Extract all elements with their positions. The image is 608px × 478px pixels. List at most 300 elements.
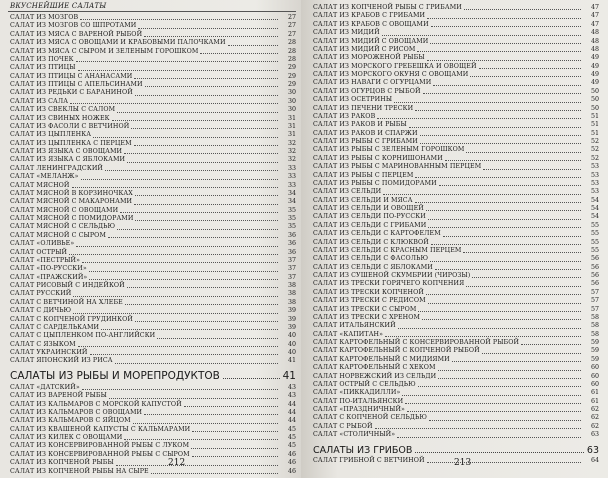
toc-entry (10, 357, 296, 365)
toc-entry (10, 240, 296, 248)
toc-entry (313, 138, 599, 146)
dot-leader (105, 170, 278, 171)
toc-entry-title: САЛАТ «ОЛИВЬЕ» (10, 240, 75, 248)
toc-entry (313, 21, 599, 29)
toc-entry-page: 31 (287, 114, 296, 122)
dot-leader (133, 423, 278, 424)
toc-entry (10, 409, 296, 417)
toc-list-right (313, 4, 599, 465)
toc-entry (10, 451, 296, 459)
toc-entry-title: САЛАТ МЯСНОЙ С ПОМИДОРАМИ (10, 215, 134, 222)
toc-entry (313, 230, 599, 238)
dot-leader (438, 378, 581, 379)
toc-entry (10, 56, 296, 64)
toc-entry (313, 71, 599, 79)
dot-leader (184, 406, 278, 407)
toc-entry-page: 48 (590, 29, 599, 37)
toc-entry (313, 381, 599, 389)
toc-entry-title: САЛАТ ИЗ ОСЕТРИНЫ (313, 96, 393, 104)
toc-entry-page: 47 (590, 20, 599, 28)
toc-entry (10, 223, 296, 231)
toc-entry-page: 29 (287, 81, 296, 88)
toc-entry (10, 156, 296, 164)
toc-entry-page: 52 (590, 154, 599, 162)
toc-entry-page: 56 (590, 272, 599, 279)
dot-leader (76, 246, 278, 247)
toc-entry (10, 459, 296, 467)
toc-entry-title: САЛАТ «КАПИТАН» (313, 330, 384, 338)
toc-entry-title: САЛАТ КАРТОФЕЛЬНЫЙ С КОПЧЕНОЙ РЫБОЙ (313, 347, 480, 355)
toc-entry-title: САЛАТ ИЗ РАКОВ (313, 112, 376, 120)
toc-entry-page: 55 (590, 238, 599, 246)
toc-entry-title: САЛАТ ИЗ СЕЛЬДИ С КРАСНЫМ ПЕРЦЕМ (313, 246, 462, 254)
toc-entry-page: 50 (590, 87, 599, 95)
toc-entry-page: 47 (590, 12, 599, 20)
toc-entry-page: 29 (287, 72, 296, 80)
toc-entry-page: 59 (590, 339, 599, 346)
toc-entry-title: САЛАТ С САРДЕЛЬКАМИ (10, 323, 100, 331)
dot-leader (431, 26, 581, 27)
toc-entry (313, 322, 599, 330)
dot-leader (428, 303, 581, 304)
dot-leader (443, 236, 581, 237)
toc-entry-page: 30 (287, 89, 296, 97)
toc-entry (313, 347, 599, 355)
toc-entry-page: 58 (590, 322, 599, 330)
toc-entry-page: 56 (590, 263, 599, 271)
toc-entry (10, 22, 296, 30)
dot-leader (438, 370, 581, 371)
dot-leader (134, 145, 278, 146)
toc-entry (10, 442, 296, 450)
toc-entry-page: 55 (590, 230, 599, 238)
dot-leader (151, 473, 278, 474)
toc-entry (313, 431, 599, 439)
toc-entry-page: 48 (590, 45, 599, 53)
toc-entry-title: САЛАТ ИТАЛЬЯНСКИЙ (313, 322, 396, 330)
dot-leader (427, 60, 581, 61)
toc-entry-title: САЛАТ ИЗ КВАШЕНОЙ КАПУСТЫ С КАЛЬМАРАМИ (10, 425, 191, 433)
dot-leader (417, 51, 581, 52)
dot-leader (125, 304, 278, 305)
toc-entry-page: 49 (590, 71, 599, 78)
toc-entry-page: 37 (287, 273, 296, 281)
toc-entry (313, 12, 599, 20)
dot-leader (428, 219, 581, 220)
dot-leader (415, 177, 581, 178)
dot-leader (398, 328, 581, 329)
toc-entry-page: 34 (287, 189, 296, 197)
toc-entry-page: 61 (590, 389, 599, 397)
toc-entry-page: 51 (590, 121, 599, 129)
toc-entry (10, 341, 296, 349)
toc-entry (313, 46, 599, 54)
left-page (0, 0, 301, 478)
dot-leader (433, 85, 581, 86)
dot-leader (466, 152, 581, 153)
toc-entry-page: 53 (590, 179, 599, 187)
toc-entry-page: 44 (287, 400, 296, 408)
toc-entry-page: 49 (590, 54, 599, 62)
toc-entry-title: САЛАТ РУССКИЙ (10, 290, 72, 298)
toc-entry (313, 121, 599, 129)
toc-entry-title: САЛАТ ИЗ КИЛЕК С ОВОЩАМИ (10, 434, 123, 441)
toc-entry-title: САЛАТ МЯСНОЙ С СЫРОМ (10, 231, 106, 239)
toc-entry (313, 414, 599, 422)
dot-leader (200, 53, 278, 54)
toc-entry-title: САЛАТ МЯСНОЙ В КОРЗИНОЧКАХ (10, 189, 133, 197)
toc-entry-title: САЛАТ ИЗ МЯСА С ВАРЕНОЙ РЫБОЙ (10, 30, 143, 38)
dot-leader (426, 210, 581, 211)
toc-entry-title: САЛАТ ИЗ МИДИЙ (313, 29, 380, 37)
toc-entry (313, 54, 599, 62)
section-heading-mushrooms: САЛАТЫ ИЗ ГРИБОВ 63 (313, 444, 599, 456)
toc-entry-title: САЛАТ ИЗ МОЗГОВ СО ШПРОТАМИ (10, 22, 137, 30)
dot-leader (144, 36, 278, 37)
dot-leader (385, 336, 581, 337)
toc-entry (10, 417, 296, 425)
toc-entry-title: САЛАТ РИСОВЫЙ С ИНДЕЙКОЙ (10, 282, 125, 289)
toc-entry-page: 47 (590, 4, 599, 11)
toc-entry-title: САЛАТ КАРТОФЕЛЬНЫЙ С ХЕКОМ (313, 364, 436, 372)
dot-leader (483, 169, 581, 170)
toc-entry-page: 60 (590, 380, 599, 388)
toc-entry (313, 213, 599, 221)
toc-entry-title: САЛАТ ПО-ИТАЛЬЯНСКИ (313, 397, 404, 405)
toc-entry-title: САЛАТ ИЗ РЫБЫ С МАРИНОВАННЫМ ПЕРЦЕМ (313, 163, 482, 171)
toc-entry-page: 40 (287, 340, 296, 348)
toc-entry (313, 373, 599, 381)
toc-entry-title: САЛАТ «ДАТСКИЙ» (10, 383, 80, 391)
dot-leader (464, 9, 581, 10)
toc-entry-page: 38 (287, 298, 296, 306)
toc-entry-page: 58 (590, 313, 599, 321)
toc-entry-title: САЛАТ ИЗ СЕЛЬДИ С ФАСОЛЬЮ (313, 255, 429, 263)
toc-entry (10, 249, 296, 257)
toc-entry-page: 38 (287, 290, 296, 298)
dot-leader (228, 45, 278, 46)
toc-entry (10, 31, 296, 39)
toc-entry (10, 140, 296, 148)
dot-leader (109, 398, 278, 399)
dot-leader (418, 311, 581, 312)
toc-entry-title: САЛАТ ИЗ ФАСОЛИ С ВЕТЧИНОЙ (10, 122, 130, 130)
toc-entry-title: САЛАТ ИЗ ЯЗЫКА С ЯБЛОКАМИ (10, 156, 126, 164)
dot-leader (135, 195, 278, 196)
dot-leader (127, 287, 278, 288)
toc-entry-page: 53 (590, 163, 599, 171)
running-head: ВКУСНЕЙШИЕ САЛАТЫ (10, 2, 107, 10)
dot-leader (415, 202, 581, 203)
toc-entry (10, 316, 296, 324)
dot-leader (135, 220, 278, 221)
toc-entry-page: 33 (287, 181, 296, 189)
toc-entry-page: 58 (590, 330, 599, 338)
dot-leader (472, 277, 581, 278)
toc-entry-title: САЛАТ МЯСНОЙ (10, 181, 70, 189)
toc-entry (313, 264, 599, 272)
toc-entry (10, 332, 296, 340)
toc-entry-title: САЛАТ ИЗ СВЕКЛЫ С САЛОМ (10, 106, 116, 114)
toc-entry (313, 239, 599, 247)
toc-entry-title: САЛАТ ИЗ КОПЧЕНОЙ РЫБЫ (10, 459, 114, 467)
toc-entry-title: САЛАТ ИЗ МИДИЙ С ОВОЩАМИ (313, 37, 429, 45)
dot-leader (192, 431, 278, 432)
toc-entry-page: 39 (287, 323, 296, 331)
dot-leader (134, 204, 278, 205)
dot-leader (127, 162, 278, 163)
toc-entry-page: 59 (590, 355, 599, 363)
toc-entry-title: САЛАТ ЯПОНСКИЙ ИЗ РИСА (10, 357, 113, 365)
dot-leader (134, 78, 278, 79)
toc-entry-page: 54 (590, 196, 599, 204)
dot-leader (427, 18, 581, 19)
toc-entry-page: 48 (590, 37, 599, 45)
toc-entry-title: САЛАТ ИЗ КАЛЬМАРОВ С ОВОЩАМИ (10, 408, 143, 416)
page-number-left: 212 (168, 458, 186, 468)
toc-entry (313, 4, 599, 12)
toc-entry-title: САЛАТ ИЗ СЕЛЬДИ С КЛЮКВОЙ (313, 238, 429, 246)
toc-entry-title: САЛАТ ИЗ ТРЕСКИ С РЕДИСОМ (313, 297, 426, 305)
toc-entry (313, 356, 599, 364)
toc-entry-page: 57 (590, 297, 599, 305)
dot-leader (89, 271, 278, 272)
toc-entry-page: 27 (287, 14, 296, 21)
toc-entry-title: САЛАТ ИЗ ОГУРЦОВ С РЫБОЙ (313, 87, 421, 95)
toc-entry-page: 61 (590, 397, 599, 405)
dot-leader (402, 395, 581, 396)
dot-leader (145, 86, 278, 87)
dot-leader (124, 153, 278, 154)
dot-leader (82, 389, 278, 390)
toc-entry-page: 32 (287, 139, 296, 147)
toc-entry (313, 172, 599, 180)
toc-entry (10, 299, 296, 307)
toc-entry-title: САЛАТ ИЗ РЫБЫ С ПОМИДОРАМИ (313, 179, 437, 187)
toc-entry-page: 46 (287, 459, 296, 467)
dot-leader (72, 187, 278, 188)
toc-entry-page: 36 (287, 240, 296, 248)
toc-entry-page: 54 (590, 205, 599, 212)
dot-leader (482, 353, 581, 354)
toc-entry-page: 50 (590, 104, 599, 112)
dot-leader (90, 354, 279, 355)
toc-entry-title: САЛАТ ИЗ КРАБОВ С ОВОЩАМИ (313, 20, 429, 28)
dot-leader (466, 286, 581, 287)
toc-entry-title: САЛАТ ИЗ МИДИЙ С РИСОМ (313, 45, 416, 53)
toc-entry-page: 57 (590, 288, 599, 296)
dot-leader (439, 185, 581, 186)
toc-entry-title: САЛАТ ИЗ КОПЧЕНОЙ РЫБЫ С ГРИБАМИ (313, 4, 462, 11)
toc-entry-page: 35 (287, 206, 296, 214)
toc-entry (10, 39, 296, 47)
toc-entry-page: 56 (590, 255, 599, 263)
toc-entry-title: САЛАТ ИЗ МЯСА С СЫРОМ И ЗЕЛЕНЫМ ГОРОШКОМ (10, 47, 199, 55)
toc-entry (313, 423, 599, 431)
toc-entry-page: 40 (287, 332, 296, 340)
toc-entry (313, 389, 599, 397)
toc-entry-page: 33 (287, 164, 296, 172)
toc-entry-title: САЛАТ МЯСНОЙ С СЕЛЬДЬЮ (10, 223, 116, 231)
dot-leader (445, 160, 581, 161)
dot-leader (407, 411, 581, 412)
toc-entry (10, 182, 296, 190)
dot-leader (73, 313, 278, 314)
toc-entry-title: САЛАТ ИЗ МОРОЖЕНОЙ РЫБЫ (313, 54, 425, 62)
toc-entry-title: САЛАТ ИЗ КАЛЬМАРОВ С ЯЙЦОМ (10, 417, 131, 425)
toc-entry-title: САЛАТ ИЗ ПЕЧЕНИ ТРЕСКИ (313, 104, 414, 112)
toc-entry-page: 44 (287, 417, 296, 425)
toc-entry-page: 37 (287, 265, 296, 273)
toc-entry (10, 198, 296, 206)
toc-entry-title: САЛАТ ИЗ ПТИЦЫ С АНАНАСАМИ (10, 72, 133, 80)
dot-leader (76, 61, 278, 62)
toc-entry-title: САЛАТ ИЗ МЯСА С ОВОЩАМИ И КРАБОВЫМИ ПАЛОЧКАМИ (10, 39, 226, 47)
toc-list-left (10, 14, 296, 476)
dot-leader (422, 319, 581, 320)
toc-entry-page: 43 (287, 383, 296, 391)
toc-entry-title: САЛАТ ОСТРЫЙ (10, 248, 68, 256)
toc-entry-title: САЛАТ ИЗ ТРЕСКИ КОПЧЕНОЙ (313, 288, 424, 296)
page-number-right: 213 (454, 458, 472, 468)
toc-entry-title: САЛАТ ИЗ САЛА (10, 97, 69, 105)
toc-entry-page: 62 (590, 414, 599, 422)
toc-entry-title: САЛАТ ИЗ ЦЫПЛЕНКА (10, 131, 92, 139)
toc-entry-page: 63 (590, 431, 599, 439)
toc-entry (313, 222, 599, 230)
toc-entry-title: САЛАТ ИЗ МОРСКОГО ОКУНЯ С ОВОЩАМИ (313, 71, 469, 78)
dot-leader (423, 93, 581, 94)
toc-entry-title: САЛАТ КАРТОФЕЛЬНЫЙ С МИДИЯМИ (313, 355, 450, 363)
dot-leader (431, 244, 581, 245)
toc-entry (313, 306, 599, 314)
toc-entry-page: 31 (287, 122, 296, 130)
toc-entry (313, 96, 599, 104)
toc-entry-title: САЛАТ ИЗ КАЛЬМАРОВ С МОРСКОЙ КАПУСТОЙ (10, 400, 182, 408)
toc-entry (313, 272, 599, 280)
toc-entry (10, 384, 296, 392)
toc-entry (10, 131, 296, 139)
toc-entry-title: САЛАТ «ПРАЗДНИЧНЫЙ» (313, 406, 405, 413)
toc-entry-title: САЛАТ ИЗ КОПЧЕНОЙ РЫБЫ НА СЫРЕ (10, 467, 149, 475)
dot-leader (415, 110, 581, 111)
dot-leader (418, 386, 581, 387)
toc-entry-title: САЛАТ «СТОЛИЧНЫЙ» (313, 431, 396, 439)
dot-leader (383, 194, 581, 195)
toc-entry (313, 38, 599, 46)
toc-entry-title: САЛАТ ИЗ ВАРЕНОЙ РЫБЫ (10, 392, 107, 400)
toc-entry (10, 232, 296, 240)
dot-leader (81, 179, 278, 180)
toc-entry-title: САЛАТ ИЗ РЫБЫ С ГРИБАМИ (313, 138, 418, 145)
toc-entry (10, 207, 296, 215)
dot-leader (124, 439, 278, 440)
toc-entry-title: САЛАТ ИЗ СЕЛЬДИ ПО-РУССКИ (313, 213, 426, 221)
toc-entry-title: САЛАТ ИЗ РЫБЫ С ПЕРЦЕМ (313, 171, 414, 179)
toc-entry-page: 62 (590, 406, 599, 413)
toc-entry-page: 51 (590, 112, 599, 120)
dot-leader (138, 28, 278, 29)
dot-leader (377, 118, 581, 119)
dot-leader (82, 262, 278, 263)
dot-leader (78, 346, 278, 347)
toc-entry (313, 113, 599, 121)
toc-entry (10, 173, 296, 181)
toc-entry-title: САЛАТ «МЕЛАНЖ» (10, 173, 79, 181)
toc-entry (313, 314, 599, 322)
dot-leader (115, 363, 278, 364)
toc-entry-title: САЛАТ КАРТОФЕЛЬНЫЙ С КОНСЕРВИРОВАННОЙ РЫБОЙ (313, 339, 520, 346)
dot-leader (430, 261, 581, 262)
dot-leader (427, 462, 581, 463)
toc-entry (10, 257, 296, 265)
toc-entry (10, 73, 296, 81)
dot-leader (93, 137, 278, 138)
dot-leader (108, 237, 278, 238)
toc-entry (10, 115, 296, 123)
dot-leader (120, 212, 278, 213)
toc-entry-page: 43 (287, 392, 296, 400)
toc-entry-title: САЛАТ С ВЕТЧИНОЙ НА ХЛЕБЕ (10, 298, 123, 306)
toc-entry (313, 130, 599, 138)
toc-entry-title: САЛАТ С ДИЧЬЮ (10, 307, 72, 315)
dot-leader (192, 456, 278, 457)
toc-entry (313, 197, 599, 205)
toc-entry (10, 106, 296, 114)
toc-entry (10, 401, 296, 409)
toc-entry-page: 40 (287, 349, 296, 356)
toc-entry-page: 44 (287, 408, 296, 416)
toc-entry-page: 28 (287, 47, 296, 55)
dot-leader (117, 229, 278, 230)
header-rule (8, 11, 296, 12)
toc-entry (10, 468, 296, 476)
toc-entry-page: 30 (287, 97, 296, 105)
toc-entry-page: 46 (287, 467, 296, 475)
toc-entry-title: САЛАТ ИЗ ПТИЦЫ С АПЕЛЬСИНАМИ (10, 81, 143, 88)
toc-entry-title: САЛАТ ИЗ РЫБЫ С КОРНИШОНАМИ (313, 154, 443, 162)
toc-entry (313, 163, 599, 171)
toc-entry-page: 27 (287, 30, 296, 38)
dot-leader (89, 279, 278, 280)
dot-leader (117, 112, 278, 113)
toc-entry-title: САЛАТ ИЗ ПОЧЕК (10, 55, 74, 63)
toc-entry (313, 364, 599, 372)
toc-entry-title: САЛАТ ИЗ МОРСКОГО ГРЕБЕШКА И ОВОЩЕЙ (313, 62, 477, 70)
dot-leader (131, 128, 278, 129)
toc-entry-title: САЛАТ С КОПЧЕНОЙ СЕЛЬДЬЮ (313, 414, 427, 422)
toc-entry-page: 38 (287, 282, 296, 289)
dot-leader (101, 329, 278, 330)
dot-leader (470, 76, 581, 77)
toc-entry-page: 51 (590, 129, 599, 137)
toc-entry-page: 56 (590, 280, 599, 288)
toc-entry (10, 307, 296, 315)
toc-entry (313, 297, 599, 305)
toc-entry-title: САЛАТ «ПЕСТРЫЙ» (10, 256, 81, 264)
toc-entry (313, 255, 599, 263)
toc-entry-page: 52 (590, 138, 599, 145)
toc-entry (10, 48, 296, 56)
toc-entry (313, 146, 599, 154)
dot-leader (430, 43, 581, 44)
dot-leader (426, 294, 581, 295)
toc-entry (313, 280, 599, 288)
dot-leader (521, 344, 581, 345)
toc-entry (10, 392, 296, 400)
toc-entry-page: 27 (287, 22, 296, 30)
toc-entry (313, 29, 599, 37)
